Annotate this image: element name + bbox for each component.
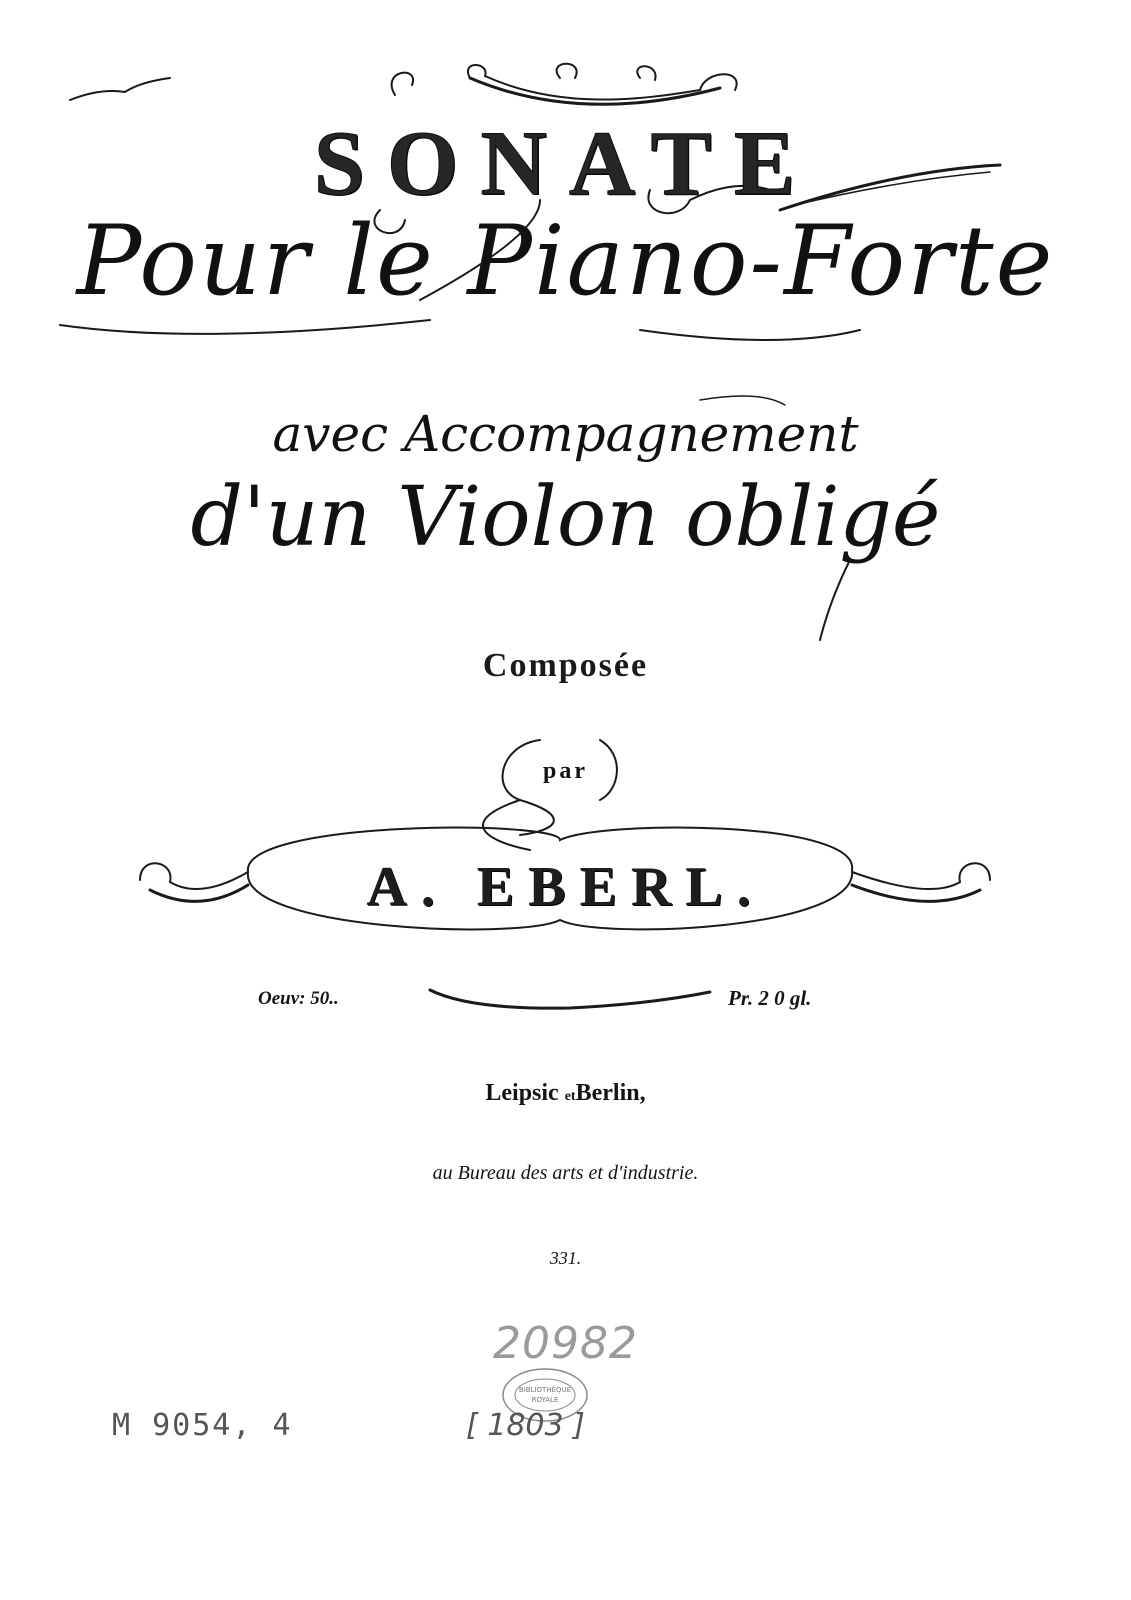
stamp-line1: BIBLIOTHÈQUE — [518, 1386, 572, 1394]
composer-name: A. EBERL. — [366, 856, 765, 918]
place-conjunction: et — [564, 1089, 576, 1104]
separator-swash — [430, 990, 710, 1008]
opus-number: Oeuv: 50.. — [258, 988, 339, 1009]
price: Pr. 2 0 gl. — [728, 986, 812, 1010]
pen-mark — [70, 78, 170, 100]
city-leipsic: Leipsic — [485, 1080, 559, 1106]
subtitle-accompaniment: avec Accompagnement — [272, 405, 859, 463]
city-berlin: Berlin, — [575, 1080, 646, 1106]
subtitle-violin: d'un Violon obligé — [190, 470, 941, 565]
shelfmark: M 9054, 4 — [112, 1408, 293, 1443]
composed-label: Composée — [482, 647, 649, 684]
date-bracket: [ 1803 ] — [466, 1408, 585, 1443]
script-swash — [60, 320, 860, 340]
stamp-line2: ROYALE — [531, 1396, 559, 1404]
handwritten-number: 20982 — [493, 1318, 638, 1369]
subtitle-instrument: Pour le Piano-Forte — [76, 205, 1055, 317]
page-title: SONATE — [313, 112, 818, 214]
by-label: par — [543, 758, 588, 784]
plate-number: 331. — [549, 1248, 582, 1268]
publisher: au Bureau des arts et d'industrie. — [432, 1162, 699, 1184]
title-flourish-top — [392, 64, 737, 100]
publication-place — [0, 1080, 1131, 1107]
par-frame — [503, 740, 617, 835]
